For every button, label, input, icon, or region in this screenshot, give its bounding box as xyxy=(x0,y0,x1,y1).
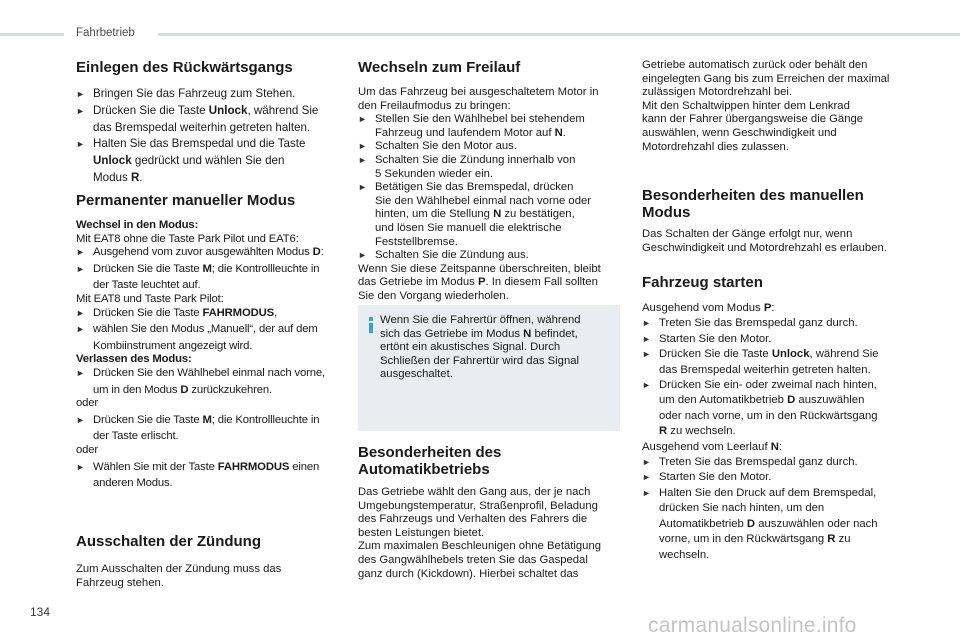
list-item: ► Stellen Sie den Wählhebel bei stehendem xyxy=(358,113,585,126)
text-line: ausgeschaltet. xyxy=(380,368,453,381)
text-line: oder xyxy=(76,443,99,456)
arrow-bullet-icon: ► xyxy=(642,333,651,344)
manual-specifics-text xyxy=(642,228,904,255)
arrow-bullet-icon: ► xyxy=(358,182,367,193)
text-line: des Fahrzeugs und Verhalten des Fahrers die xyxy=(358,513,588,526)
heading-start-vehicle: Fahrzeug starten xyxy=(642,274,763,291)
list-item-cont: Fahrzeug und laufendem Motor auf N. xyxy=(375,126,566,139)
text-line: kann der Fahrer übergangsweise die Gänge xyxy=(642,113,864,126)
header-rule-right xyxy=(158,33,960,36)
text-line: sich das Getriebe im Modus N befindet, xyxy=(380,327,578,340)
arrow-bullet-icon: ► xyxy=(358,250,367,261)
info-icon xyxy=(367,317,375,333)
list-item-cont: der Taste erlischt. xyxy=(93,430,179,443)
list-item: ► Starten Sie den Motor. xyxy=(642,470,904,485)
arrow-bullet-icon: ► xyxy=(76,105,85,116)
arrow-bullet-icon: ► xyxy=(642,472,651,483)
arrow-bullet-icon: ► xyxy=(76,324,85,335)
text-line: Schließen der Fahrertür wird das Signal xyxy=(380,354,580,367)
list-item: ► Drücken Sie die Taste M; die Kontrollleuchte in xyxy=(76,262,320,275)
arrow-bullet-icon: ► xyxy=(358,141,367,152)
heading-automatic-mode: Besonderheiten des Automatikbetriebs xyxy=(358,444,502,478)
text-line: Wenn Sie die Fahrertür öffnen, während xyxy=(380,314,581,326)
header-rule-left xyxy=(0,33,64,36)
heading-reverse-gear: Einlegen des Rückwärtsgangs xyxy=(76,59,293,76)
text-line: Fahrzeug stehen. xyxy=(76,576,164,589)
arrow-bullet-icon: ► xyxy=(76,414,85,425)
list-item: ► Drücken Sie die Taste Unlock, während Sie xyxy=(76,103,348,120)
list-item: ► Halten Sie das Bremspedal und die Taste xyxy=(76,136,348,153)
list-item-cont: Automatikbetrieb D auszuwählen oder nach xyxy=(659,517,878,530)
page-number: 134 xyxy=(30,605,51,619)
list-item-cont: Unlock gedrückt und wählen Sie den xyxy=(93,154,285,168)
text-line: Umgebungstemperatur, Straßenprofil, Beladung xyxy=(358,499,598,512)
text-line: Um das Fahrzeug bei ausgeschaltetem Motor in xyxy=(358,86,599,98)
text-line: Zum maximalen Beschleunigen ohne Betätigung xyxy=(358,540,602,553)
text-line: Ausgehend vom Leerlauf N: xyxy=(642,440,783,453)
list-item-cont: anderen Modus. xyxy=(93,477,173,490)
list-item-cont: wechseln. xyxy=(659,548,710,561)
arrow-bullet-icon: ► xyxy=(76,367,85,378)
list-item-cont: oder nach vorne, um in den Rückwärtsgang xyxy=(659,409,878,422)
text-line: oder xyxy=(76,397,99,410)
arrow-bullet-icon: ► xyxy=(358,114,367,125)
arrow-bullet-icon: ► xyxy=(358,154,367,165)
arrow-bullet-icon: ► xyxy=(76,89,85,99)
automatic-mode-continued xyxy=(642,59,904,154)
list-item: ► Starten Sie den Motor. xyxy=(642,332,904,347)
arrow-bullet-icon: ► xyxy=(642,457,651,468)
list-item: ► Drücken Sie die Taste M; die Kontrollleuchte in xyxy=(76,413,320,426)
text-line: das Getriebe im Modus P. In diesem Fall sollten xyxy=(358,276,598,289)
arrow-bullet-icon: ► xyxy=(642,380,651,391)
text-line: Sie den Vorgang wiederholen. xyxy=(358,289,509,302)
list-item: ► Ausgehend vom zuvor ausgewählten Modus D: xyxy=(76,246,324,259)
list-item-cont: Sie den Wählhebel einmal nach vorne oder xyxy=(375,194,592,207)
list-item: ► Wählen Sie mit der Taste FAHRMODUS einen xyxy=(76,460,320,473)
list-item: ► Drücken Sie ein- oder zweimal nach hinten, xyxy=(642,378,904,393)
list-item-cont: hinten, um die Stellung N zu bestätigen, xyxy=(375,208,575,221)
section-label: Fahrbetrieb xyxy=(76,27,135,39)
list-item: ► wählen Sie den Modus „Manuell“, der auf dem xyxy=(76,323,318,336)
list-item: ► Drücken Sie den Wählhebel einmal nach vorne, xyxy=(76,366,326,379)
arrow-bullet-icon: ► xyxy=(642,318,651,329)
list-item-cont: Kombiinstrument angezeigt wird. xyxy=(93,339,253,352)
text-line: Motordrehzahl dies zulassen. xyxy=(642,140,789,153)
text-line: den Freilaufmodus zu bringen: xyxy=(358,99,511,112)
ignition-off-text xyxy=(76,563,348,590)
list-item-cont: Feststellbremse. xyxy=(375,235,458,248)
heading-ignition-off: Ausschalten der Zündung xyxy=(76,533,262,550)
reverse-gear-steps xyxy=(76,86,348,187)
start-vehicle-steps xyxy=(642,301,904,563)
list-item: ► Halten Sie den Druck auf dem Bremspedal, xyxy=(642,486,904,501)
list-item-cont: das Bremspedal weiterhin getreten halten. xyxy=(93,120,311,134)
text-line: Wenn Sie diese Zeitspanne überschreiten, bleibt xyxy=(358,262,601,275)
list-item-cont: R zu wechseln. xyxy=(659,425,736,438)
text-line: Geschwindigkeit und Motordrehzahl es erlauben. xyxy=(642,241,887,254)
notice-text xyxy=(380,314,612,382)
list-item-cont: und lösen Sie manuell die elektrische xyxy=(375,221,562,234)
arrow-bullet-icon: ► xyxy=(76,461,85,472)
text-line: Zum Ausschalten der Zündung muss das xyxy=(76,563,282,575)
automatic-mode-text xyxy=(358,486,620,581)
list-item: ► Bringen Sie das Fahrzeug zum Stehen. xyxy=(76,86,348,103)
arrow-bullet-icon: ► xyxy=(76,247,85,258)
text-line: besten Leistungen bietet. xyxy=(358,526,485,539)
text-line: eingelegten Gang bis zum Erreichen der maximal xyxy=(642,72,890,85)
text-line: Mit EAT8 und Taste Park Pilot: xyxy=(76,292,224,305)
list-item: ► Drücken Sie die Taste FAHRMODUS, xyxy=(76,306,277,319)
text-line: ganz durch (Kickdown). Hierbei schaltet das xyxy=(358,567,579,580)
list-item-cont: das Bremspedal weiterhin getreten halten. xyxy=(659,363,871,376)
list-item-cont: um den Automatikbetrieb D auszuwählen xyxy=(659,394,865,407)
text-line: zulässigen Motordrehzahl bei. xyxy=(642,86,793,99)
text-line: Das Getriebe wählt den Gang aus, der je nach xyxy=(358,486,591,498)
list-item: ► Treten Sie das Bremspedal ganz durch. xyxy=(642,316,904,331)
freewheel-text xyxy=(358,86,620,304)
list-item: ► Drücken Sie die Taste Unlock, während Sie xyxy=(642,347,904,362)
list-item-cont: der Taste leuchtet auf. xyxy=(93,279,201,292)
list-item-cont: 5 Sekunden wieder ein. xyxy=(375,167,494,180)
text-line: Getriebe automatisch zurück oder behält den xyxy=(642,59,868,71)
arrow-bullet-icon: ► xyxy=(76,263,85,274)
list-item: ► Schalten Sie die Zündung aus. xyxy=(358,249,529,262)
list-item: ► Schalten Sie die Zündung innerhalb von xyxy=(358,153,576,166)
list-item-cont: drücken Sie nach hinten, um den xyxy=(659,502,825,515)
manual-mode-text xyxy=(76,219,348,491)
list-item: ► Treten Sie das Bremspedal ganz durch. xyxy=(642,455,904,470)
text-line: Mit den Schaltwippen hinter dem Lenkrad xyxy=(642,99,850,112)
text-line: des Gangwählhebels treten Sie das Gaspedal xyxy=(358,553,588,566)
info-notice xyxy=(358,305,620,431)
subheading-enter: Wechsel in den Modus: xyxy=(76,219,199,231)
list-item: ► Betätigen Sie das Bremspedal, drücken xyxy=(358,181,574,194)
subheading-leave: Verlassen des Modus: xyxy=(76,353,192,366)
heading-manual-mode: Permanenter manueller Modus xyxy=(76,192,296,209)
list-item-cont: um in den Modus D zurückzukehren. xyxy=(93,383,273,396)
text-line: auswählen, wenn Geschwindigkeit und xyxy=(642,126,837,139)
list-item-cont: vorne, um in den Rückwärtsgang R zu xyxy=(659,533,851,546)
text-line: Ausgehend vom Modus P: xyxy=(642,302,775,314)
watermark-text: carmanualsonline.info xyxy=(648,614,857,637)
arrow-bullet-icon: ► xyxy=(76,307,85,318)
text-line: Das Schalten der Gänge erfolgt nur, wenn xyxy=(642,228,853,240)
list-item: ► Schalten Sie den Motor aus. xyxy=(358,140,517,153)
heading-freewheel: Wechseln zum Freilauf xyxy=(358,59,521,76)
list-item-cont: Modus R. xyxy=(93,170,143,184)
arrow-bullet-icon: ► xyxy=(642,349,651,360)
text-line: ertönt ein akustisches Signal. Durch xyxy=(380,341,561,354)
arrow-bullet-icon: ► xyxy=(76,139,85,150)
text-line: Mit EAT8 ohne die Taste Park Pilot und EAT6: xyxy=(76,232,299,245)
heading-manual-specifics: Besonderheiten des manuellen Modus xyxy=(642,187,864,221)
arrow-bullet-icon: ► xyxy=(642,487,651,498)
